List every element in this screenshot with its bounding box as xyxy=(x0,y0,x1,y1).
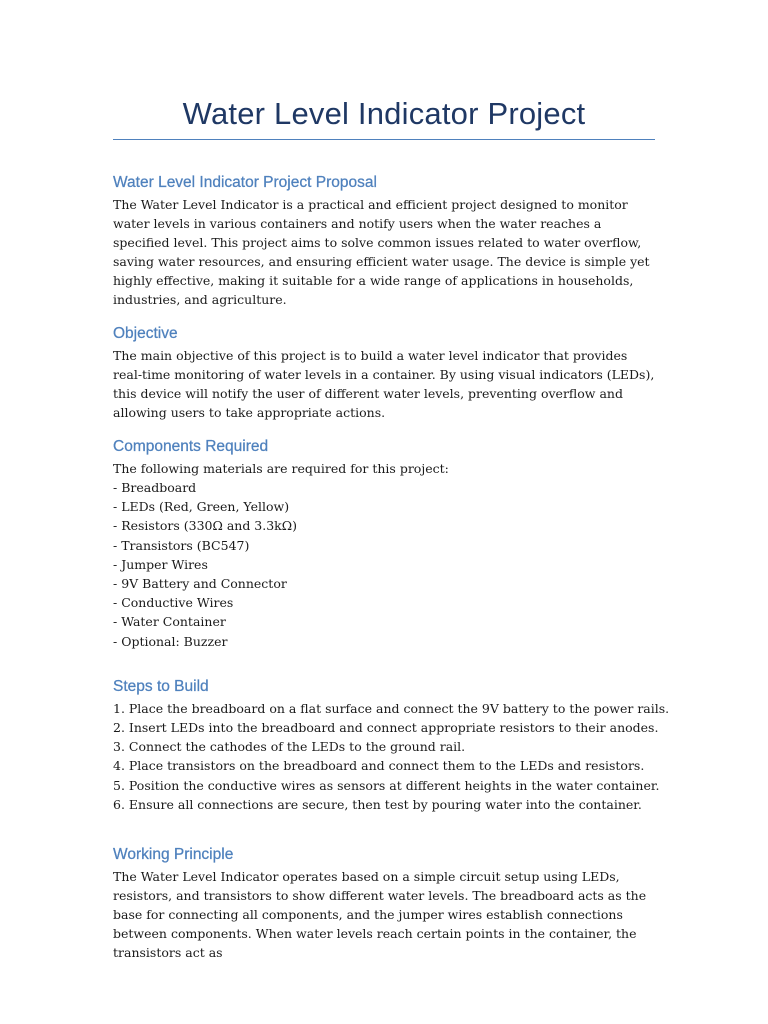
section-heading-steps: Steps to Build xyxy=(113,677,209,695)
list-item: - Water Container xyxy=(113,614,226,630)
components-intro: The following materials are required for this project: xyxy=(113,461,449,476)
list-item: - Jumper Wires xyxy=(113,556,208,572)
list-item: - 9V Battery and Connector xyxy=(113,576,287,592)
section-heading-working-principle: Working Principle xyxy=(113,846,234,864)
section-proposal xyxy=(113,173,655,309)
title-rule xyxy=(113,139,655,140)
list-item: - Breadboard xyxy=(113,480,197,495)
components-list xyxy=(113,478,655,651)
list-item: 2. Insert LEDs into the breadboard and connect appropriate resistors to their anodes. xyxy=(113,720,659,736)
document-title: Water Level Indicator Project xyxy=(182,96,586,131)
working-principle-paragraph: The Water Level Indicator operates based on a simple circuit setup using LEDs, resistors, and transistors to show different water levels. The breadboard acts as the base for connecting all components, and the jumper wires establish connections between components. When water levels reach certain points in the container, the transistors act as xyxy=(113,869,647,961)
list-item: 3. Connect the cathodes of the LEDs to the ground rail. xyxy=(113,739,466,755)
list-item: - Optional: Buzzer xyxy=(113,633,228,649)
objective-paragraph: The main objective of this project is to build a water level indicator that provides real-time monitoring of water levels in a container. By using visual indicators (LEDs), this device will notify the user of different water levels, preventing overflow and allowing users to take appropriate actions. xyxy=(113,348,655,420)
section-steps xyxy=(113,677,670,814)
list-item: 1. Place the breadboard on a flat surface and connect the 9V battery to the power rails. xyxy=(113,700,670,716)
list-item: - LEDs (Red, Green, Yellow) xyxy=(113,499,290,515)
section-working-principle xyxy=(113,845,655,962)
list-item: 6. Ensure all connections are secure, then test by pouring water into the container. xyxy=(113,796,642,812)
steps-list xyxy=(113,699,670,814)
section-heading-objective: Objective xyxy=(113,325,178,342)
section-heading-components: Components Required xyxy=(113,438,269,455)
proposal-paragraph: The Water Level Indicator is a practical and efficient project designed to monitor water levels in various containers and notify users when the water reaches a specified level. This project aims to solve common issues related to water overflow, saving water resources, and ensuring efficient water usage. The device is simple yet highly effective, making it suitable for a wide range of applications in households, industries, and agriculture. xyxy=(113,197,650,307)
section-heading-proposal: Water Level Indicator Project Proposal xyxy=(113,174,377,191)
list-item: - Conductive Wires xyxy=(113,595,234,611)
section-objective xyxy=(113,324,655,422)
list-item: 5. Position the conductive wires as sensors at different heights in the water container. xyxy=(113,777,660,793)
section-components xyxy=(113,437,655,651)
list-item: - Transistors (BC547) xyxy=(113,537,250,553)
document-page xyxy=(113,0,670,962)
list-item: 4. Place transistors on the breadboard and connect them to the LEDs and resistors. xyxy=(113,758,645,774)
list-item: - Resistors (330Ω and 3.3kΩ) xyxy=(113,518,297,534)
